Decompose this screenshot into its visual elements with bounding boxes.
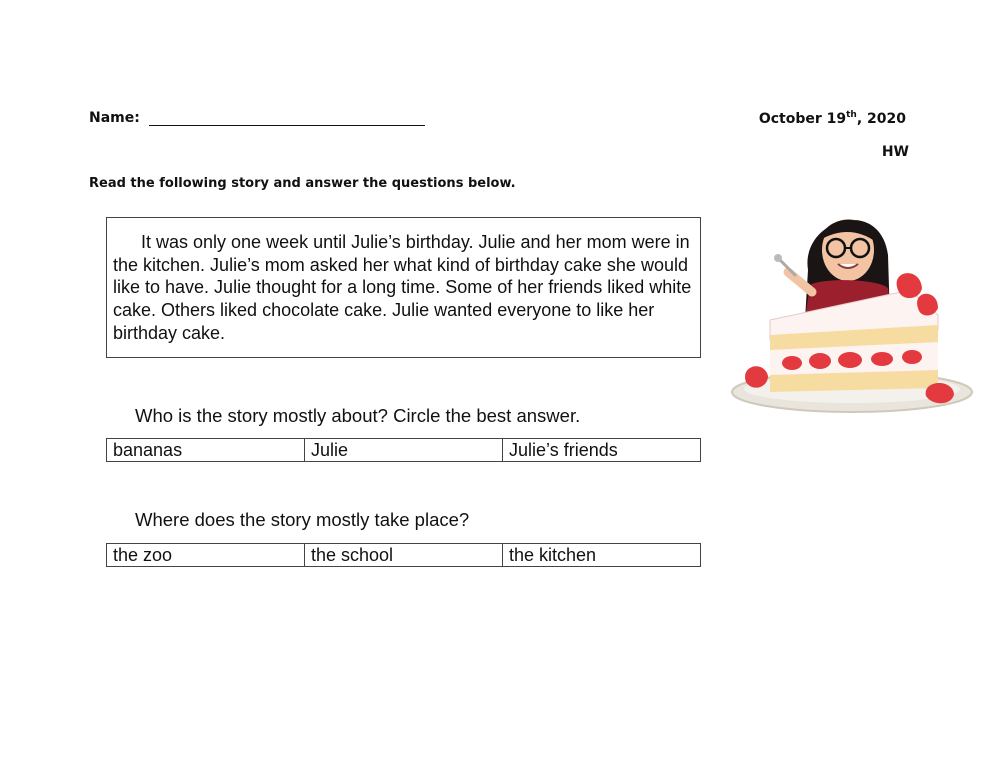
- date-month-day: October 19: [758, 111, 847, 127]
- answer-option[interactable]: bananas: [107, 439, 305, 461]
- answer-option[interactable]: Julie’s friends: [509, 440, 618, 460]
- girl-with-strawberry-cake-illustration: [730, 200, 978, 425]
- name-blank-line[interactable]: [149, 111, 425, 126]
- date-year: , 2020: [856, 111, 906, 127]
- answer-option[interactable]: Julie: [305, 439, 503, 461]
- date: [759, 110, 906, 127]
- date-suffix: th: [846, 110, 857, 120]
- answer-row-2: [106, 543, 701, 567]
- question-1: Who is the story mostly about? Circle the best answer.: [135, 405, 581, 426]
- question-2: Where does the story mostly take place?: [135, 509, 470, 530]
- name-field: [89, 110, 425, 126]
- story-box: It was only one week until Julie’s birthday. Julie and her mom were in the kitchen. Julie’s mom asked her what kind of birthday cake she would like to have. Julie thought for a long time. Some of her friends liked white cake. Others liked chocolate cake. Julie wanted everyone to like her birthday cake.: [106, 217, 701, 358]
- answer-option[interactable]: the zoo: [107, 544, 305, 566]
- name-label: Name:: [89, 110, 140, 126]
- answer-option[interactable]: the school: [305, 544, 503, 566]
- instructions: Read the following story and answer the questions below.: [89, 176, 516, 191]
- hw-label: HW: [881, 144, 909, 160]
- answer-row-1: [106, 438, 701, 462]
- answer-option[interactable]: the kitchen: [509, 545, 597, 565]
